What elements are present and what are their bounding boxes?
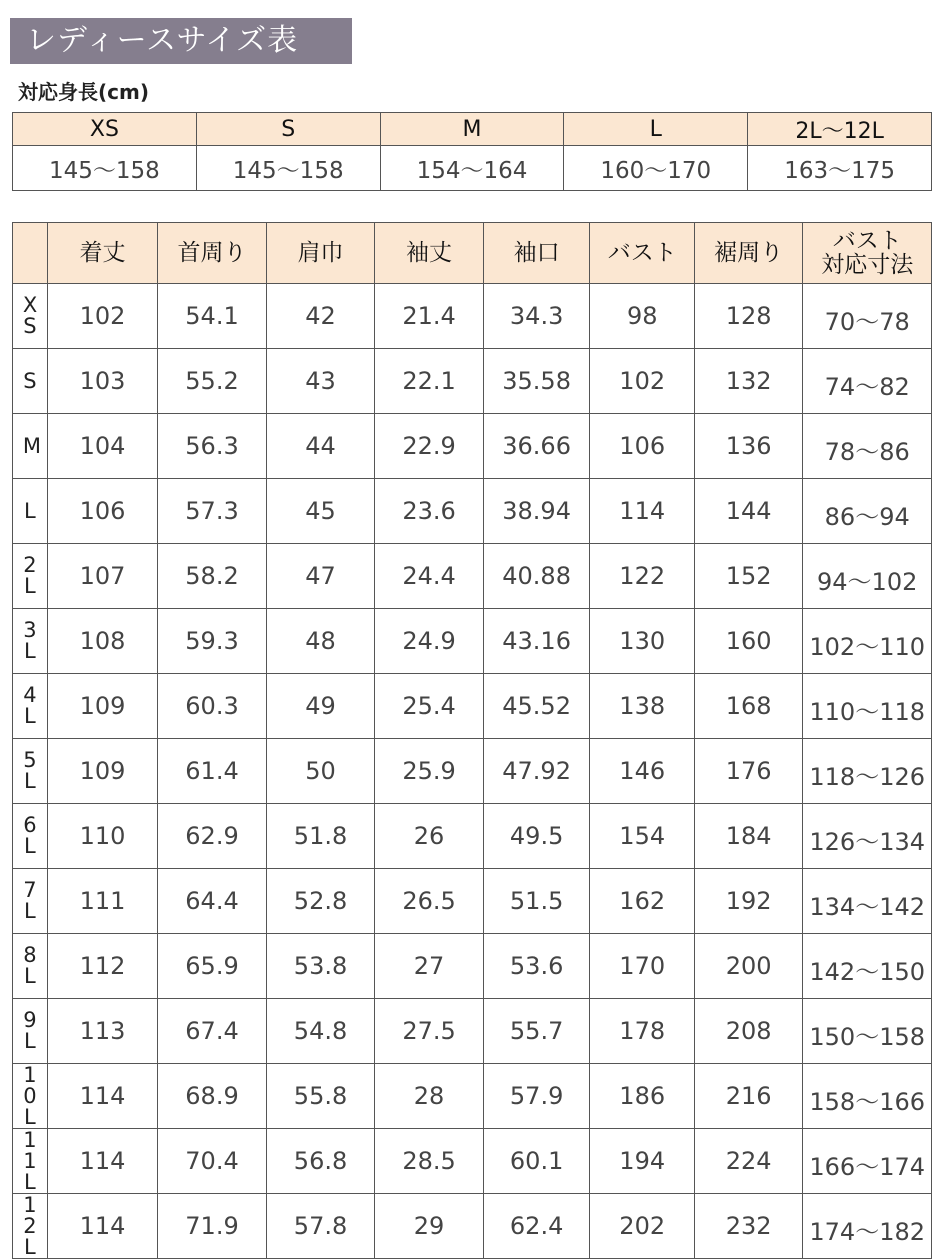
size-value-cell: 194 bbox=[590, 1129, 694, 1194]
size-value-cell: 136 bbox=[694, 414, 802, 479]
size-label-cell bbox=[13, 739, 48, 804]
size-value-cell: 57.9 bbox=[483, 1064, 590, 1129]
size-label: 3L bbox=[23, 618, 37, 663]
table-row bbox=[13, 479, 932, 544]
size-value-cell: 102 bbox=[47, 284, 157, 349]
size-label: 6L bbox=[23, 813, 37, 858]
size-value-cell: 26.5 bbox=[375, 869, 484, 934]
height-value-row bbox=[13, 146, 932, 191]
size-value-cell: 49 bbox=[266, 674, 375, 739]
size-value-cell: 36.66 bbox=[483, 414, 590, 479]
size-label-cell bbox=[13, 674, 48, 739]
size-value-cell: 48 bbox=[266, 609, 375, 674]
size-value-cell: 113 bbox=[47, 999, 157, 1064]
size-value-cell: 60.3 bbox=[158, 674, 267, 739]
size-label: 5L bbox=[23, 748, 37, 793]
size-value-cell: 62.9 bbox=[158, 804, 267, 869]
size-value-cell: 51.5 bbox=[483, 869, 590, 934]
size-label-cell bbox=[13, 609, 48, 674]
size-value-cell: 208 bbox=[694, 999, 802, 1064]
size-value-cell: 202 bbox=[590, 1194, 694, 1259]
height-header-cell: S bbox=[196, 113, 380, 146]
table-row bbox=[13, 1129, 932, 1194]
height-value-cell: 145〜158 bbox=[196, 146, 380, 191]
size-label: S bbox=[23, 368, 37, 393]
size-value-cell: 35.58 bbox=[483, 349, 590, 414]
height-header-cell: 2L〜12L bbox=[748, 113, 932, 146]
size-value-cell: 24.4 bbox=[375, 544, 484, 609]
size-label-cell bbox=[13, 1129, 48, 1194]
height-value-cell: 154〜164 bbox=[380, 146, 564, 191]
size-value-cell: 134〜142 bbox=[803, 869, 932, 934]
size-value-cell: 114 bbox=[47, 1129, 157, 1194]
size-value-cell: 49.5 bbox=[483, 804, 590, 869]
size-value-cell: 21.4 bbox=[375, 284, 484, 349]
size-value-cell: 109 bbox=[47, 674, 157, 739]
size-label-cell bbox=[13, 479, 48, 544]
size-value-cell: 168 bbox=[694, 674, 802, 739]
size-value-cell: 62.4 bbox=[483, 1194, 590, 1259]
size-value-cell: 111 bbox=[47, 869, 157, 934]
size-value-cell: 160 bbox=[694, 609, 802, 674]
size-value-cell: 22.1 bbox=[375, 349, 484, 414]
size-value-cell: 118〜126 bbox=[803, 739, 932, 804]
size-label: 12L bbox=[23, 1192, 37, 1259]
size-label-cell bbox=[13, 1064, 48, 1129]
size-value-cell: 55.7 bbox=[483, 999, 590, 1064]
table-row bbox=[13, 544, 932, 609]
size-header-cell: 裾周り bbox=[694, 223, 802, 284]
table-row bbox=[13, 934, 932, 999]
size-value-cell: 28.5 bbox=[375, 1129, 484, 1194]
height-value-cell: 160〜170 bbox=[564, 146, 748, 191]
size-value-cell: 232 bbox=[694, 1194, 802, 1259]
size-value-cell: 110〜118 bbox=[803, 674, 932, 739]
size-header-cell: 肩巾 bbox=[266, 223, 375, 284]
size-value-cell: 152 bbox=[694, 544, 802, 609]
size-value-cell: 122 bbox=[590, 544, 694, 609]
size-value-cell: 40.88 bbox=[483, 544, 590, 609]
size-label: L bbox=[24, 498, 36, 523]
size-label: 11L bbox=[23, 1127, 37, 1194]
size-value-cell: 78〜86 bbox=[803, 414, 932, 479]
height-value-cell: 145〜158 bbox=[13, 146, 197, 191]
size-label: 10L bbox=[23, 1062, 37, 1129]
size-value-cell: 64.4 bbox=[158, 869, 267, 934]
size-value-cell: 29 bbox=[375, 1194, 484, 1259]
table-row bbox=[13, 1064, 932, 1129]
size-value-cell: 98 bbox=[590, 284, 694, 349]
size-header-cell: 袖丈 bbox=[375, 223, 484, 284]
size-label-cell bbox=[13, 414, 48, 479]
size-value-cell: 61.4 bbox=[158, 739, 267, 804]
size-value-cell: 132 bbox=[694, 349, 802, 414]
size-value-cell: 104 bbox=[47, 414, 157, 479]
table-row bbox=[13, 284, 932, 349]
size-label-cell bbox=[13, 934, 48, 999]
size-value-cell: 126〜134 bbox=[803, 804, 932, 869]
size-value-cell: 162 bbox=[590, 869, 694, 934]
size-value-cell: 52.8 bbox=[266, 869, 375, 934]
size-value-cell: 65.9 bbox=[158, 934, 267, 999]
size-label-cell bbox=[13, 804, 48, 869]
size-value-cell: 27.5 bbox=[375, 999, 484, 1064]
size-value-cell: 44 bbox=[266, 414, 375, 479]
table-row bbox=[13, 999, 932, 1064]
size-value-cell: 47.92 bbox=[483, 739, 590, 804]
size-header-row bbox=[13, 223, 932, 284]
size-value-cell: 158〜166 bbox=[803, 1064, 932, 1129]
size-value-cell: 128 bbox=[694, 284, 802, 349]
size-value-cell: 45 bbox=[266, 479, 375, 544]
size-value-cell: 102〜110 bbox=[803, 609, 932, 674]
size-value-cell: 57.8 bbox=[266, 1194, 375, 1259]
table-row bbox=[13, 414, 932, 479]
size-label: XS bbox=[22, 293, 38, 338]
size-value-cell: 43 bbox=[266, 349, 375, 414]
size-header-cell: バスト bbox=[590, 223, 694, 284]
size-header-cell: 袖口 bbox=[483, 223, 590, 284]
size-value-cell: 192 bbox=[694, 869, 802, 934]
size-value-cell: 142〜150 bbox=[803, 934, 932, 999]
size-value-cell: 154 bbox=[590, 804, 694, 869]
table-row bbox=[13, 674, 932, 739]
size-value-cell: 110 bbox=[47, 804, 157, 869]
size-value-cell: 51.8 bbox=[266, 804, 375, 869]
size-value-cell: 112 bbox=[47, 934, 157, 999]
table-row bbox=[13, 349, 932, 414]
size-value-cell: 138 bbox=[590, 674, 694, 739]
size-value-cell: 42 bbox=[266, 284, 375, 349]
size-value-cell: 34.3 bbox=[483, 284, 590, 349]
size-value-cell: 27 bbox=[375, 934, 484, 999]
table-row bbox=[13, 739, 932, 804]
size-label: 8L bbox=[23, 943, 37, 988]
size-value-cell: 23.6 bbox=[375, 479, 484, 544]
size-header-corner bbox=[13, 223, 48, 284]
size-table-body bbox=[13, 284, 932, 1259]
size-value-cell: 55.8 bbox=[266, 1064, 375, 1129]
size-value-cell: 114 bbox=[47, 1194, 157, 1259]
size-value-cell: 184 bbox=[694, 804, 802, 869]
size-value-cell: 144 bbox=[694, 479, 802, 544]
size-value-cell: 70〜78 bbox=[803, 284, 932, 349]
size-value-cell: 53.6 bbox=[483, 934, 590, 999]
size-value-cell: 28 bbox=[375, 1064, 484, 1129]
size-value-cell: 70.4 bbox=[158, 1129, 267, 1194]
size-value-cell: 25.9 bbox=[375, 739, 484, 804]
size-label-cell bbox=[13, 544, 48, 609]
size-label: 7L bbox=[23, 878, 37, 923]
size-value-cell: 45.52 bbox=[483, 674, 590, 739]
size-value-cell: 86〜94 bbox=[803, 479, 932, 544]
table-row bbox=[13, 804, 932, 869]
size-value-cell: 150〜158 bbox=[803, 999, 932, 1064]
height-header-row bbox=[13, 113, 932, 146]
size-value-cell: 102 bbox=[590, 349, 694, 414]
size-value-cell: 106 bbox=[47, 479, 157, 544]
size-label-cell bbox=[13, 284, 48, 349]
size-value-cell: 56.8 bbox=[266, 1129, 375, 1194]
size-value-cell: 59.3 bbox=[158, 609, 267, 674]
size-label-cell bbox=[13, 999, 48, 1064]
height-value-cell: 163〜175 bbox=[748, 146, 932, 191]
size-value-cell: 109 bbox=[47, 739, 157, 804]
size-value-cell: 25.4 bbox=[375, 674, 484, 739]
size-value-cell: 224 bbox=[694, 1129, 802, 1194]
size-value-cell: 26 bbox=[375, 804, 484, 869]
size-value-cell: 53.8 bbox=[266, 934, 375, 999]
size-label: 2L bbox=[23, 553, 37, 598]
size-value-cell: 55.2 bbox=[158, 349, 267, 414]
size-label-cell bbox=[13, 1194, 48, 1259]
height-header-cell: M bbox=[380, 113, 564, 146]
height-header-cell: L bbox=[564, 113, 748, 146]
size-value-cell: 22.9 bbox=[375, 414, 484, 479]
table-row bbox=[13, 869, 932, 934]
size-value-cell: 50 bbox=[266, 739, 375, 804]
size-value-cell: 103 bbox=[47, 349, 157, 414]
size-value-cell: 94〜102 bbox=[803, 544, 932, 609]
size-value-cell: 107 bbox=[47, 544, 157, 609]
size-label: 4L bbox=[23, 683, 37, 728]
size-value-cell: 216 bbox=[694, 1064, 802, 1129]
size-value-cell: 166〜174 bbox=[803, 1129, 932, 1194]
size-value-cell: 74〜82 bbox=[803, 349, 932, 414]
size-header-cell: 首周り bbox=[158, 223, 267, 284]
size-value-cell: 176 bbox=[694, 739, 802, 804]
size-label: M bbox=[22, 433, 42, 458]
size-value-cell: 43.16 bbox=[483, 609, 590, 674]
table-row bbox=[13, 1194, 932, 1259]
size-header-cell: バスト 対応寸法 bbox=[803, 223, 932, 284]
size-value-cell: 24.9 bbox=[375, 609, 484, 674]
size-value-cell: 60.1 bbox=[483, 1129, 590, 1194]
size-value-cell: 170 bbox=[590, 934, 694, 999]
size-label-cell bbox=[13, 349, 48, 414]
size-label: 9L bbox=[23, 1008, 37, 1053]
size-value-cell: 114 bbox=[47, 1064, 157, 1129]
size-value-cell: 146 bbox=[590, 739, 694, 804]
size-value-cell: 174〜182 bbox=[803, 1194, 932, 1259]
size-value-cell: 38.94 bbox=[483, 479, 590, 544]
size-value-cell: 57.3 bbox=[158, 479, 267, 544]
size-header-cell: 着丈 bbox=[47, 223, 157, 284]
size-value-cell: 54.8 bbox=[266, 999, 375, 1064]
size-value-cell: 47 bbox=[266, 544, 375, 609]
table-row bbox=[13, 609, 932, 674]
size-value-cell: 54.1 bbox=[158, 284, 267, 349]
height-table bbox=[12, 112, 932, 191]
size-value-cell: 114 bbox=[590, 479, 694, 544]
size-value-cell: 108 bbox=[47, 609, 157, 674]
size-value-cell: 106 bbox=[590, 414, 694, 479]
size-label-cell bbox=[13, 869, 48, 934]
size-value-cell: 186 bbox=[590, 1064, 694, 1129]
size-value-cell: 58.2 bbox=[158, 544, 267, 609]
height-header-cell: XS bbox=[13, 113, 197, 146]
size-value-cell: 200 bbox=[694, 934, 802, 999]
size-value-cell: 71.9 bbox=[158, 1194, 267, 1259]
size-table bbox=[12, 222, 932, 1259]
size-value-cell: 178 bbox=[590, 999, 694, 1064]
size-value-cell: 56.3 bbox=[158, 414, 267, 479]
size-value-cell: 67.4 bbox=[158, 999, 267, 1064]
page-title: レディースサイズ表 bbox=[10, 18, 352, 64]
size-value-cell: 130 bbox=[590, 609, 694, 674]
height-subtitle: 対応身長(cm) bbox=[18, 80, 149, 104]
size-value-cell: 68.9 bbox=[158, 1064, 267, 1129]
